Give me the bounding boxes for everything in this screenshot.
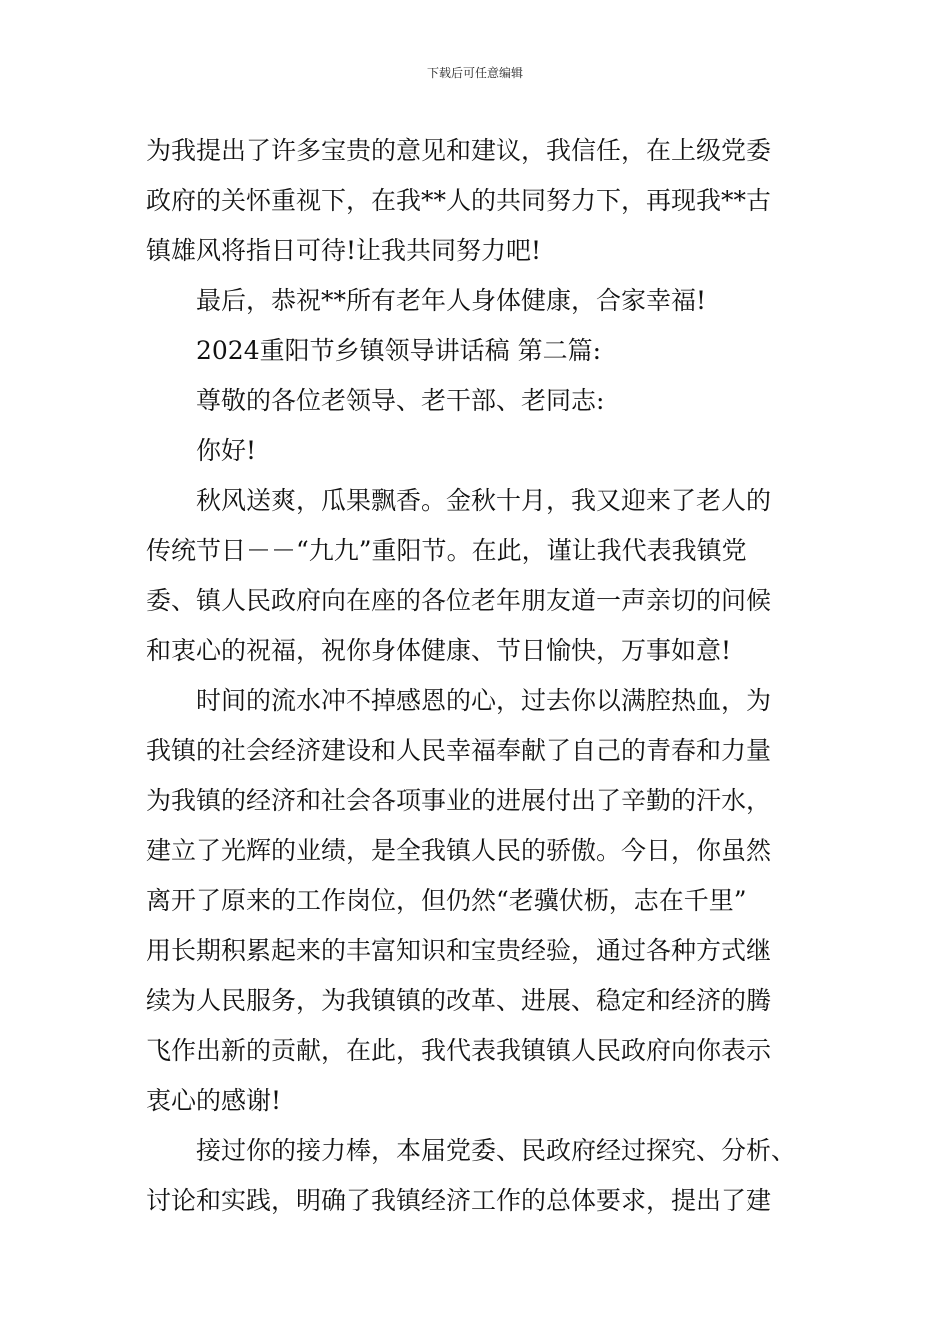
body-line: 飞作出新的贡献，在此，我代表我镇镇人民政府向你表示 bbox=[146, 1036, 772, 1065]
body-line: 最后，恭祝**所有老年人身体健康，合家幸福! bbox=[196, 286, 707, 315]
body-line: 政府的关怀重视下，在我**人的共同努力下，再现我**古 bbox=[146, 186, 772, 215]
body-line: 秋风送爽，瓜果飘香。金秋十月，我又迎来了老人的 bbox=[196, 486, 772, 515]
greeting: 你好! bbox=[196, 436, 257, 465]
body-line: 离开了原来的工作岗位，但仍然“老骥伏枥，志在千里” bbox=[146, 886, 747, 915]
body-line: 委、镇人民政府向在座的各位老年朋友道一声亲切的问候 bbox=[146, 586, 772, 615]
body-line: 讨论和实践，明确了我镇经济工作的总体要求，提出了建 bbox=[146, 1186, 772, 1215]
body-line: 我镇的社会经济建设和人民幸福奉献了自己的青春和力量 bbox=[146, 736, 772, 765]
body-line: 衷心的感谢! bbox=[146, 1086, 282, 1115]
page-header: 下载后可任意编辑 bbox=[426, 66, 523, 80]
body-line: 为我提出了许多宝贵的意见和建议，我信任，在上级党委 bbox=[146, 136, 772, 165]
body-line: 接过你的接力棒，本届党委、民政府经过探究、分析、 bbox=[196, 1136, 797, 1165]
body-line: 传统节日－－“九九”重阳节。在此，谨让我代表我镇党 bbox=[146, 536, 747, 565]
body-line: 为我镇的经济和社会各项事业的进展付出了辛勤的汗水， bbox=[146, 786, 772, 815]
body-line: 建立了光辉的业绩，是全我镇人民的骄傲。今日，你虽然 bbox=[146, 836, 772, 865]
body-line: 和衷心的祝福，祝你身体健康、节日愉快，万事如意! bbox=[146, 636, 732, 665]
body-line: 时间的流水冲不掉感恩的心，过去你以满腔热血，为 bbox=[196, 686, 772, 715]
body-line: 镇雄风将指日可待!让我共同努力吧! bbox=[146, 236, 542, 265]
section-heading: 2024重阳节乡镇领导讲话稿 第二篇: bbox=[196, 336, 601, 365]
body-line: 用长期积累起来的丰富知识和宝贵经验，通过各种方式继 bbox=[146, 936, 772, 965]
body-line: 续为人民服务，为我镇镇的改革、进展、稳定和经济的腾 bbox=[146, 986, 772, 1015]
salutation: 尊敬的各位老领导、老干部、老同志: bbox=[196, 386, 605, 415]
